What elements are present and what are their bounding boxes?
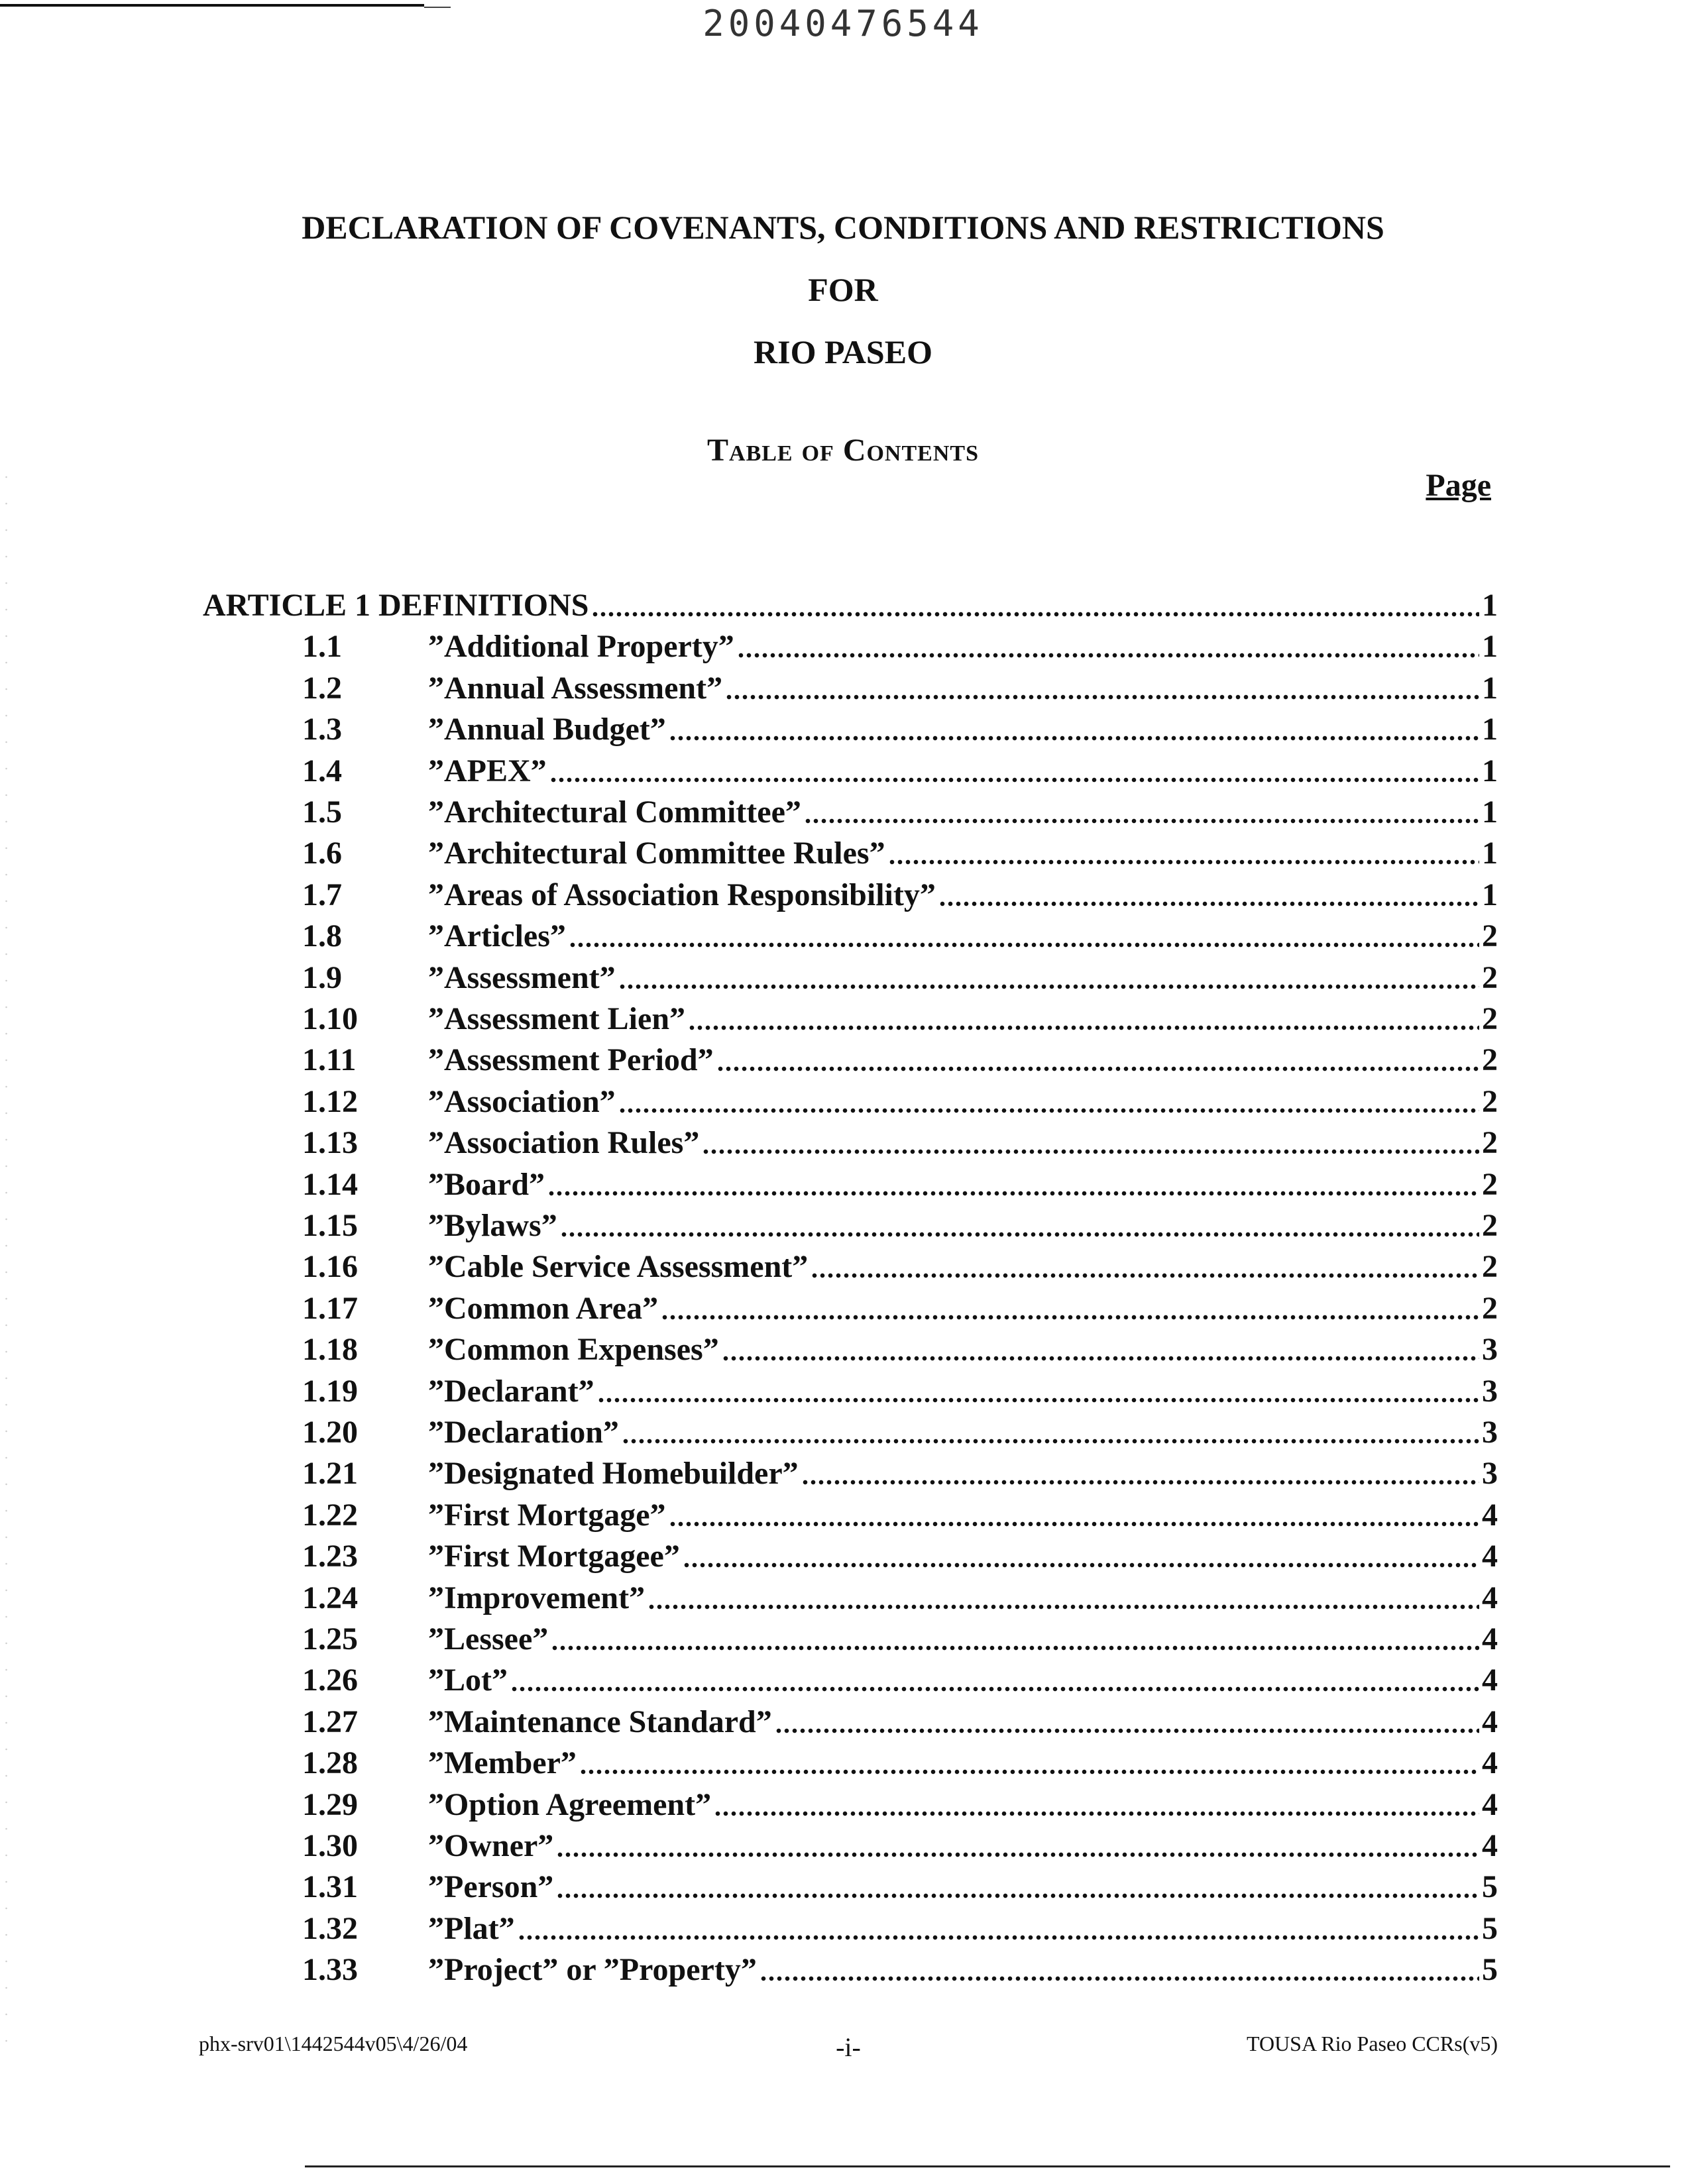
dot-leader <box>647 1602 1479 1611</box>
toc-entry-label: ”Declarant” <box>428 1374 594 1409</box>
toc-entry-page: 2 <box>1482 1167 1498 1202</box>
toc-entry-label: ”Option Agreement” <box>428 1787 712 1822</box>
toc-entry-row[interactable] <box>302 1083 1498 1123</box>
toc-entry-label: ”Plat” <box>428 1911 515 1946</box>
toc-entry-page: 1 <box>1482 877 1498 912</box>
toc-entry-page: 1 <box>1482 712 1498 747</box>
toc-entry-number: 1.28 <box>302 1745 358 1780</box>
toc-entry-page: 4 <box>1482 1498 1498 1533</box>
toc-entry-label: ”Lessee” <box>428 1621 549 1657</box>
toc-entry-row[interactable] <box>302 1166 1498 1206</box>
toc-article-row[interactable] <box>203 587 1498 627</box>
toc-entry-page: 1 <box>1482 794 1498 830</box>
dot-leader <box>597 1395 1479 1405</box>
toc-entry-number: 1.5 <box>302 794 342 830</box>
toc-entry-number: 1.2 <box>302 671 342 706</box>
toc-entry-number: 1.9 <box>302 960 342 995</box>
dot-leader <box>811 1271 1479 1280</box>
toc-entry-label: ”APEX” <box>428 753 547 789</box>
toc-entry-number: 1.25 <box>302 1621 358 1657</box>
toc-entry-row[interactable] <box>302 1662 1498 1702</box>
toc-entry-number: 1.11 <box>302 1042 357 1077</box>
toc-entry-page: 2 <box>1482 1249 1498 1284</box>
toc-entry-page: 2 <box>1482 960 1498 995</box>
toc-entry-row[interactable] <box>302 753 1498 792</box>
toc-entry-row[interactable] <box>302 1331 1498 1371</box>
dot-leader <box>591 610 1479 619</box>
toc-entry-label: ”Assessment” <box>428 960 616 995</box>
toc-entry-number: 1.26 <box>302 1663 358 1698</box>
toc-entry-page: 3 <box>1482 1374 1498 1409</box>
footer-page-number: -i- <box>836 2032 861 2062</box>
scan-artifact <box>5 464 7 2054</box>
toc-entry-page: 3 <box>1482 1332 1498 1367</box>
toc-entry-label: ”Owner” <box>428 1828 554 1863</box>
toc-entry-row[interactable] <box>302 1414 1498 1454</box>
toc-entry-label: ”Member” <box>428 1745 577 1780</box>
toc-entry-row[interactable] <box>302 794 1498 834</box>
toc-entry-number: 1.32 <box>302 1911 358 1946</box>
toc-entry-number: 1.8 <box>302 918 342 954</box>
toc-entry-label: ”Association Rules” <box>428 1125 700 1160</box>
toc-entry-number: 1.23 <box>302 1539 358 1574</box>
toc-entry-label: ”Common Expenses” <box>428 1332 719 1367</box>
toc-entry-number: 1.1 <box>302 629 342 664</box>
toc-entry-page: 4 <box>1482 1580 1498 1615</box>
document-title <box>0 196 1686 383</box>
toc-entry-page: 2 <box>1482 918 1498 954</box>
page-column-label: Page <box>1426 468 1491 503</box>
dot-leader <box>688 1023 1479 1032</box>
dot-leader <box>618 1106 1479 1115</box>
toc-entry-number: 1.22 <box>302 1498 358 1533</box>
toc-entry-number: 1.18 <box>302 1332 358 1367</box>
toc-entry-row[interactable] <box>302 1538 1498 1578</box>
toc-entry-row[interactable] <box>302 1373 1498 1413</box>
toc-entry-label: ”Assessment Period” <box>428 1042 714 1077</box>
toc-entry-row[interactable] <box>302 670 1498 710</box>
toc-entry-page: 4 <box>1482 1663 1498 1698</box>
dot-leader <box>775 1726 1479 1735</box>
dot-leader <box>556 1891 1479 1900</box>
toc-entry-page: 1 <box>1482 836 1498 871</box>
toc-entry-label: ”Additional Property” <box>428 629 734 664</box>
dot-leader <box>683 1560 1479 1570</box>
toc-entry-row[interactable] <box>302 1248 1498 1288</box>
toc-entry-label: ”First Mortgagee” <box>428 1539 680 1574</box>
toc-entry-row[interactable] <box>302 1745 1498 1784</box>
toc-entry-label: ”Assessment Lien” <box>428 1001 686 1036</box>
dot-leader <box>714 1809 1479 1818</box>
toc-entry-row[interactable] <box>302 628 1498 668</box>
dot-leader <box>556 1850 1479 1859</box>
toc-entry-row[interactable] <box>302 711 1498 751</box>
toc-entry-label: ”Annual Budget” <box>428 712 666 747</box>
dot-leader <box>801 1478 1479 1487</box>
toc-entry-row[interactable] <box>302 959 1498 999</box>
toc-entry-page: 2 <box>1482 1125 1498 1160</box>
toc-entry-row[interactable] <box>302 1951 1498 1991</box>
footer-file-path: phx-srv01\1442544v05\4/26/04 <box>199 2032 468 2055</box>
dot-leader <box>725 692 1479 702</box>
toc-entry-page: 4 <box>1482 1787 1498 1822</box>
toc-entry-row[interactable] <box>302 1497 1498 1537</box>
toc-entry-label: ”Declaration” <box>428 1415 619 1450</box>
toc-entry-number: 1.4 <box>302 753 342 789</box>
toc-article-label: ARTICLE 1 DEFINITIONS <box>203 588 589 623</box>
toc-entry-number: 1.14 <box>302 1167 358 1202</box>
toc-entry-row[interactable] <box>302 1828 1498 1867</box>
toc-entry-number: 1.31 <box>302 1869 358 1904</box>
toc-entry-number: 1.7 <box>302 877 342 912</box>
dot-leader <box>547 1189 1479 1198</box>
toc-entry-number: 1.33 <box>302 1952 358 1987</box>
toc-entry-row[interactable] <box>302 918 1498 957</box>
bottom-rule <box>305 2165 1670 2167</box>
toc-entry-label: ”Improvement” <box>428 1580 646 1615</box>
toc-entry-number: 1.16 <box>302 1249 358 1284</box>
page-footer <box>199 2032 1498 2071</box>
toc-entry-number: 1.21 <box>302 1456 358 1491</box>
toc-entry-number: 1.29 <box>302 1787 358 1822</box>
toc-entry-label: ”Person” <box>428 1869 554 1904</box>
toc-entry-number: 1.17 <box>302 1291 358 1326</box>
dot-leader <box>669 1519 1479 1529</box>
dot-leader <box>549 775 1479 785</box>
toc-entry-number: 1.6 <box>302 836 342 871</box>
toc-entry-row[interactable] <box>302 1621 1498 1661</box>
dot-leader <box>551 1643 1479 1653</box>
toc-heading: Table of Contents <box>707 433 979 468</box>
dot-leader <box>510 1684 1479 1694</box>
toc-entry-page: 2 <box>1482 1291 1498 1326</box>
toc-entry-page: 3 <box>1482 1456 1498 1491</box>
toc-entry-number: 1.10 <box>302 1001 358 1036</box>
toc-entry-row[interactable] <box>302 1124 1498 1164</box>
toc-entry-page: 5 <box>1482 1911 1498 1946</box>
toc-entry-label: ”Maintenance Standard” <box>428 1704 772 1739</box>
title-line-2: FOR <box>808 271 878 308</box>
toc-article-page: 1 <box>1482 588 1498 623</box>
toc-entry-number: 1.27 <box>302 1704 358 1739</box>
toc-entry-page: 3 <box>1482 1415 1498 1450</box>
dot-leader <box>518 1933 1479 1942</box>
dot-leader <box>716 1064 1479 1073</box>
toc-entry-row[interactable] <box>302 1869 1498 1908</box>
toc-entry-label: ”Areas of Association Responsibility” <box>428 877 936 912</box>
toc-entry-label: ”Common Area” <box>428 1291 659 1326</box>
toc-entry-label: ”First Mortgage” <box>428 1498 666 1533</box>
toc-entry-row[interactable] <box>302 1786 1498 1826</box>
toc-entry-page: 1 <box>1482 629 1498 664</box>
toc-entry-page: 5 <box>1482 1869 1498 1904</box>
dot-leader <box>759 1974 1479 1983</box>
toc-entry-page: 4 <box>1482 1539 1498 1574</box>
toc-entry-row[interactable] <box>302 1001 1498 1040</box>
dot-leader <box>702 1147 1479 1156</box>
dot-leader <box>579 1767 1479 1776</box>
title-line-3: RIO PASEO <box>754 333 932 370</box>
toc-entry-number: 1.19 <box>302 1374 358 1409</box>
dot-leader <box>622 1437 1479 1446</box>
toc-entry-number: 1.30 <box>302 1828 358 1863</box>
toc-entry-number: 1.3 <box>302 712 342 747</box>
toc-entry-label: ”Lot” <box>428 1663 508 1698</box>
dot-leader <box>569 940 1479 950</box>
footer-document-name: TOUSA Rio Paseo CCRs(v5) <box>1246 2032 1498 2055</box>
toc-entry-page: 2 <box>1482 1084 1498 1119</box>
toc-entry-label: ”Cable Service Assessment” <box>428 1249 809 1284</box>
dot-leader <box>804 816 1479 826</box>
dot-leader <box>722 1354 1479 1363</box>
toc-entry-page: 5 <box>1482 1952 1498 1987</box>
toc-entry-label: ”Architectural Committee Rules” <box>428 836 885 871</box>
toc-entry-page: 2 <box>1482 1042 1498 1077</box>
dot-leader <box>669 734 1479 743</box>
toc-entry-label: ”Board” <box>428 1167 545 1202</box>
toc-entry-label: ”Annual Assessment” <box>428 671 723 706</box>
toc-entry-row[interactable] <box>302 1042 1498 1081</box>
dot-leader <box>560 1230 1479 1239</box>
toc-entry-page: 1 <box>1482 671 1498 706</box>
toc-entry-page: 4 <box>1482 1828 1498 1863</box>
toc-entry-number: 1.13 <box>302 1125 358 1160</box>
toc-entry-page: 4 <box>1482 1745 1498 1780</box>
toc-entry-row[interactable] <box>302 1910 1498 1950</box>
toc-entry-number: 1.24 <box>302 1580 358 1615</box>
toc-entry-page: 1 <box>1482 753 1498 789</box>
document-number: 20040476544 <box>702 3 984 44</box>
toc-entry-label: ”Project” or ”Property” <box>428 1952 757 1987</box>
toc-entry-label: ”Designated Homebuilder” <box>428 1456 799 1491</box>
toc-entry-label: ”Bylaws” <box>428 1208 557 1243</box>
toc-entry-row[interactable] <box>302 1704 1498 1743</box>
toc-entry-row[interactable] <box>302 1580 1498 1619</box>
toc-entry-page: 4 <box>1482 1704 1498 1739</box>
toc-entry-label: ”Articles” <box>428 918 566 954</box>
dot-leader <box>888 857 1479 867</box>
toc-entry-row[interactable] <box>302 1290 1498 1330</box>
toc-entry-row[interactable] <box>302 877 1498 916</box>
toc-entry-label: ”Association” <box>428 1084 616 1119</box>
dot-leader <box>661 1313 1479 1322</box>
toc-entry-row[interactable] <box>302 835 1498 875</box>
dot-leader <box>618 982 1479 991</box>
toc-entry-row[interactable] <box>302 1455 1498 1495</box>
toc-entry-number: 1.20 <box>302 1415 358 1450</box>
toc-entry-number: 1.12 <box>302 1084 358 1119</box>
dot-leader <box>737 651 1479 660</box>
toc-entry-page: 2 <box>1482 1208 1498 1243</box>
toc-entry-label: ”Architectural Committee” <box>428 794 801 830</box>
toc-entry-row[interactable] <box>302 1207 1498 1247</box>
toc-entry-number: 1.15 <box>302 1208 358 1243</box>
dot-leader <box>938 899 1479 908</box>
toc-entry-page: 4 <box>1482 1621 1498 1657</box>
toc-entry-page: 2 <box>1482 1001 1498 1036</box>
title-line-1: DECLARATION OF COVENANTS, CONDITIONS AND RESTRICTIONS <box>302 209 1384 246</box>
